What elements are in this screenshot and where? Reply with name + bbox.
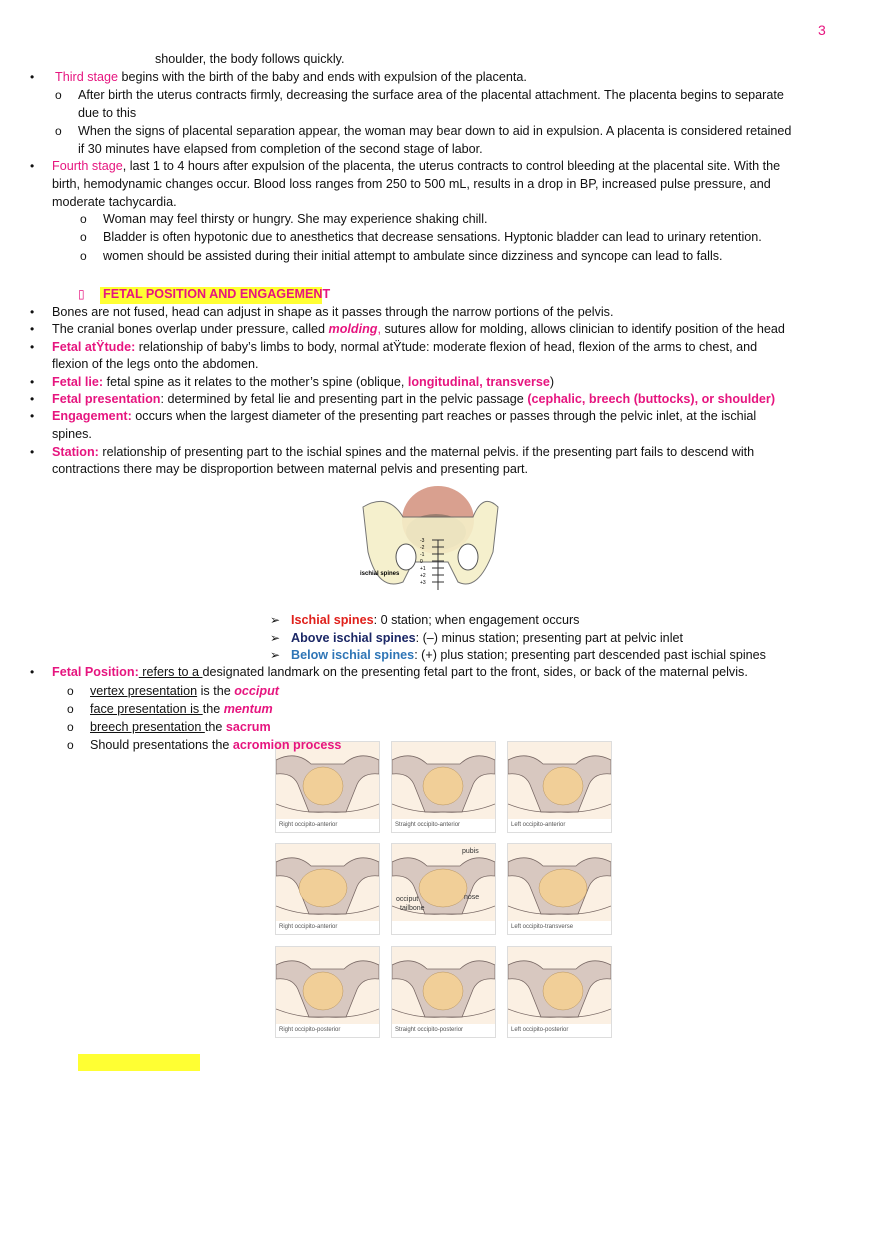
bullet-icon: • — [30, 305, 35, 319]
obturator-left — [396, 544, 416, 570]
text-segment: sutures allow for molding, allows clinician to identify position of the head — [381, 322, 785, 336]
text-segment: When the signs of placental separation appear, the woman may bear down to aid in expulsion. A placenta is considered retained — [78, 124, 792, 138]
figure-caption: Left occipito-anterior — [508, 819, 611, 832]
arrow-bullet-icon: ➢ — [270, 648, 281, 662]
text-segment: FETAL POSITION AND ENGAGEMENT — [103, 287, 331, 301]
text-segment: if 30 minutes have elapsed from completion of the second stage of labor. — [78, 142, 483, 156]
text-line — [103, 248, 723, 265]
sub-bullet-icon: o — [67, 738, 74, 752]
text-line — [52, 321, 785, 338]
text-segment: longitudinal, transverse — [407, 375, 550, 389]
figure-caption: Right occipito-anterior — [276, 921, 379, 934]
text-line — [52, 194, 177, 211]
sub-bullet-icon: o — [55, 88, 62, 102]
figure-label: tailbone — [400, 905, 425, 912]
pelvis-diagram — [392, 947, 495, 1025]
position-figure — [391, 843, 496, 935]
pelvis-diagram — [276, 947, 379, 1025]
sub-bullet-icon: o — [55, 124, 62, 138]
sub-bullet-icon: o — [67, 702, 74, 716]
text-line — [55, 69, 527, 86]
station-label: ischial spines — [360, 571, 400, 577]
station-figure — [358, 482, 503, 597]
text-segment: designated landmark on the presenting fetal part to the front, sides, or back of the maternal pelvis. — [202, 665, 748, 679]
text-line — [291, 647, 766, 664]
figure-caption: Straight occipito-posterior — [392, 1024, 495, 1037]
text-segment: sacrum — [225, 720, 271, 734]
pelvis-diagram — [392, 742, 495, 820]
position-figure — [391, 741, 496, 833]
text-line — [291, 612, 579, 629]
text-line — [52, 426, 92, 443]
text-segment: mentum — [223, 702, 273, 716]
position-figure — [507, 946, 612, 1038]
text-segment: Woman may feel thirsty or hungry. She may experience shaking chill. — [103, 212, 488, 226]
station-tick-label: -2 — [420, 545, 425, 551]
figure-label: occiput — [396, 896, 419, 903]
figure-caption: Left occipito-posterior — [508, 1024, 611, 1037]
text-segment: Bladder is often hypotonic due to anesthetics that decrease sensations. Hyptonic bladder can lead to urinary retention. — [103, 230, 762, 244]
position-figure — [275, 741, 380, 833]
text-line — [52, 304, 613, 321]
text-segment: Below ischial spines — [291, 648, 415, 662]
text-line — [78, 87, 784, 104]
figure-caption — [392, 921, 495, 934]
figure-label: pubis — [462, 848, 479, 855]
figure-caption: Right occipito-anterior — [276, 819, 379, 832]
position-figure — [275, 946, 380, 1038]
heading-marker-icon: ▯ — [78, 287, 85, 301]
text-segment: Third stage — [55, 70, 118, 84]
text-line — [90, 737, 341, 754]
station-tick-label: -1 — [420, 552, 425, 558]
text-segment: face presentation is — [90, 702, 203, 716]
text-segment: : 0 station; when engagement occurs — [373, 613, 580, 627]
sub-bullet-icon: o — [67, 720, 74, 734]
text-line — [52, 356, 259, 373]
text-segment: , last 1 to 4 hours after expulsion of the placenta, the uterus contracts to control bleeding at the placental site. With the — [122, 159, 781, 173]
position-figure — [507, 843, 612, 935]
bullet-icon: • — [30, 340, 35, 354]
arrow-bullet-icon: ➢ — [270, 631, 281, 645]
text-segment: Fetal Position: — [52, 665, 139, 679]
text-line — [78, 105, 136, 122]
sub-bullet-icon: o — [80, 249, 87, 263]
text-segment: , — [377, 322, 381, 336]
page-number: 3 — [818, 22, 826, 38]
sub-bullet-icon: o — [80, 212, 87, 226]
text-segment: Engagement: — [52, 409, 132, 423]
arrow-bullet-icon: ➢ — [270, 613, 281, 627]
figure-caption: Straight occipito-anterior — [392, 819, 495, 832]
text-segment: fetal spine as it relates to the mother’s spine (oblique, — [103, 375, 408, 389]
text-segment: relationship of presenting part to the ischial spines and the maternal pelvis. if the presenting part fails to descend with — [98, 445, 755, 459]
text-segment: relationship of baby’s limbs to body, normal atŸtude: moderate flexion of head, flexion of the arms to chest, and — [135, 340, 758, 354]
text-segment: contractions there may be disproportion between maternal pelvis and presenting part. — [52, 462, 529, 476]
text-segment: Station: — [52, 445, 99, 459]
text-segment: : (+) plus station; presenting part descended past ischial spines — [414, 648, 766, 662]
text-segment: molding — [328, 322, 378, 336]
text-segment: moderate tachycardia. — [52, 195, 177, 209]
station-tick-label: -3 — [420, 538, 425, 544]
text-segment: birth, hemodynamic changes occur. Blood loss ranges from 250 to 500 mL, results in a drop in BP, increased pulse pressure, and — [52, 177, 771, 191]
text-segment: ) — [549, 375, 555, 389]
text-segment: is the — [197, 684, 235, 698]
bullet-icon: • — [30, 445, 35, 459]
text-segment: Fourth stage — [52, 159, 123, 173]
position-figure — [275, 843, 380, 935]
text-line — [52, 444, 754, 461]
pelvis-diagram — [508, 844, 611, 922]
section-heading — [103, 286, 330, 303]
station-tick-label: +2 — [420, 573, 426, 579]
text-line — [52, 408, 756, 425]
text-segment: The cranial bones overlap under pressure, called — [52, 322, 329, 336]
station-tick-label: 0 — [420, 559, 423, 565]
empty-highlight — [78, 1054, 200, 1071]
text-line — [52, 176, 771, 193]
text-segment: flexion of the legs onto the abdomen. — [52, 357, 259, 371]
figure-caption: Left occipito-transverse — [508, 921, 611, 934]
text-segment: Fetal lie: — [52, 375, 104, 389]
text-segment: Ischial spines — [291, 613, 374, 627]
text-line — [155, 51, 344, 68]
text-segment: Above ischial spines — [291, 631, 416, 645]
bullet-icon: • — [30, 409, 35, 423]
text-line — [52, 339, 757, 356]
text-segment: occurs when the largest diameter of the presenting part reaches or passes through the pelvic inlet, at the ischial — [131, 409, 757, 423]
bullet-icon: • — [30, 70, 35, 84]
text-segment: refers to a — [138, 665, 203, 679]
text-line — [90, 683, 279, 700]
text-line — [103, 229, 762, 246]
position-figure — [507, 741, 612, 833]
text-line — [103, 211, 488, 228]
text-segment: After birth the uterus contracts firmly, decreasing the surface area of the placental attachment. The placenta begins to separate — [78, 88, 784, 102]
pelvis-diagram — [276, 844, 379, 922]
text-line — [52, 391, 775, 408]
text-segment: the — [204, 720, 226, 734]
bullet-icon: • — [30, 375, 35, 389]
text-segment: spines. — [52, 427, 92, 441]
text-line — [291, 630, 683, 647]
pelvis-diagram — [508, 947, 611, 1025]
text-segment: Bones are not fused, head can adjust in shape as it passes through the narrow portions of the pelvis. — [52, 305, 614, 319]
pelvis-diagram — [508, 742, 611, 820]
bullet-icon: • — [30, 665, 35, 679]
figure-label: nose — [464, 894, 480, 901]
text-segment: breech presentation — [90, 720, 205, 734]
text-segment: (cephalic, breech (buttocks), or shoulder) — [527, 392, 776, 406]
text-segment: Should presentations the — [90, 738, 233, 752]
text-segment: begins with the birth of the baby and ends with expulsion of the placenta. — [118, 70, 527, 84]
text-segment: : (–) minus station; presenting part at pelvic inlet — [415, 631, 683, 645]
bullet-icon: • — [30, 392, 35, 406]
obturator-right — [458, 544, 478, 570]
text-segment: occiput — [234, 684, 279, 698]
text-line — [52, 158, 780, 175]
text-segment: : determined by fetal lie and presenting part in the pelvic passage — [160, 392, 528, 406]
station-tick-label: +3 — [420, 580, 426, 586]
sub-bullet-icon: o — [67, 684, 74, 698]
text-segment: Fetal atŸtude: — [52, 340, 136, 354]
text-segment: acromion process — [232, 738, 342, 752]
text-line — [52, 664, 748, 681]
text-segment: shoulder, the body follows quickly. — [155, 52, 345, 66]
text-segment: vertex presentation — [90, 684, 198, 698]
text-segment: due to this — [78, 106, 137, 120]
text-line — [78, 141, 483, 158]
text-segment: Fetal presentation — [52, 392, 161, 406]
text-segment: women should be assisted during their initial attempt to ambulate since dizziness and syncope can lead to falls. — [103, 249, 723, 263]
text-line — [52, 461, 528, 478]
text-line — [52, 374, 554, 391]
bullet-icon: • — [30, 159, 35, 173]
bullet-icon: • — [30, 322, 35, 336]
position-figure — [391, 946, 496, 1038]
station-tick-label: +1 — [420, 566, 426, 572]
text-line — [78, 123, 791, 140]
figure-caption: Right occipito-posterior — [276, 1024, 379, 1037]
text-segment: the — [202, 702, 224, 716]
sub-bullet-icon: o — [80, 230, 87, 244]
text-line — [90, 701, 273, 718]
text-line — [90, 719, 271, 736]
